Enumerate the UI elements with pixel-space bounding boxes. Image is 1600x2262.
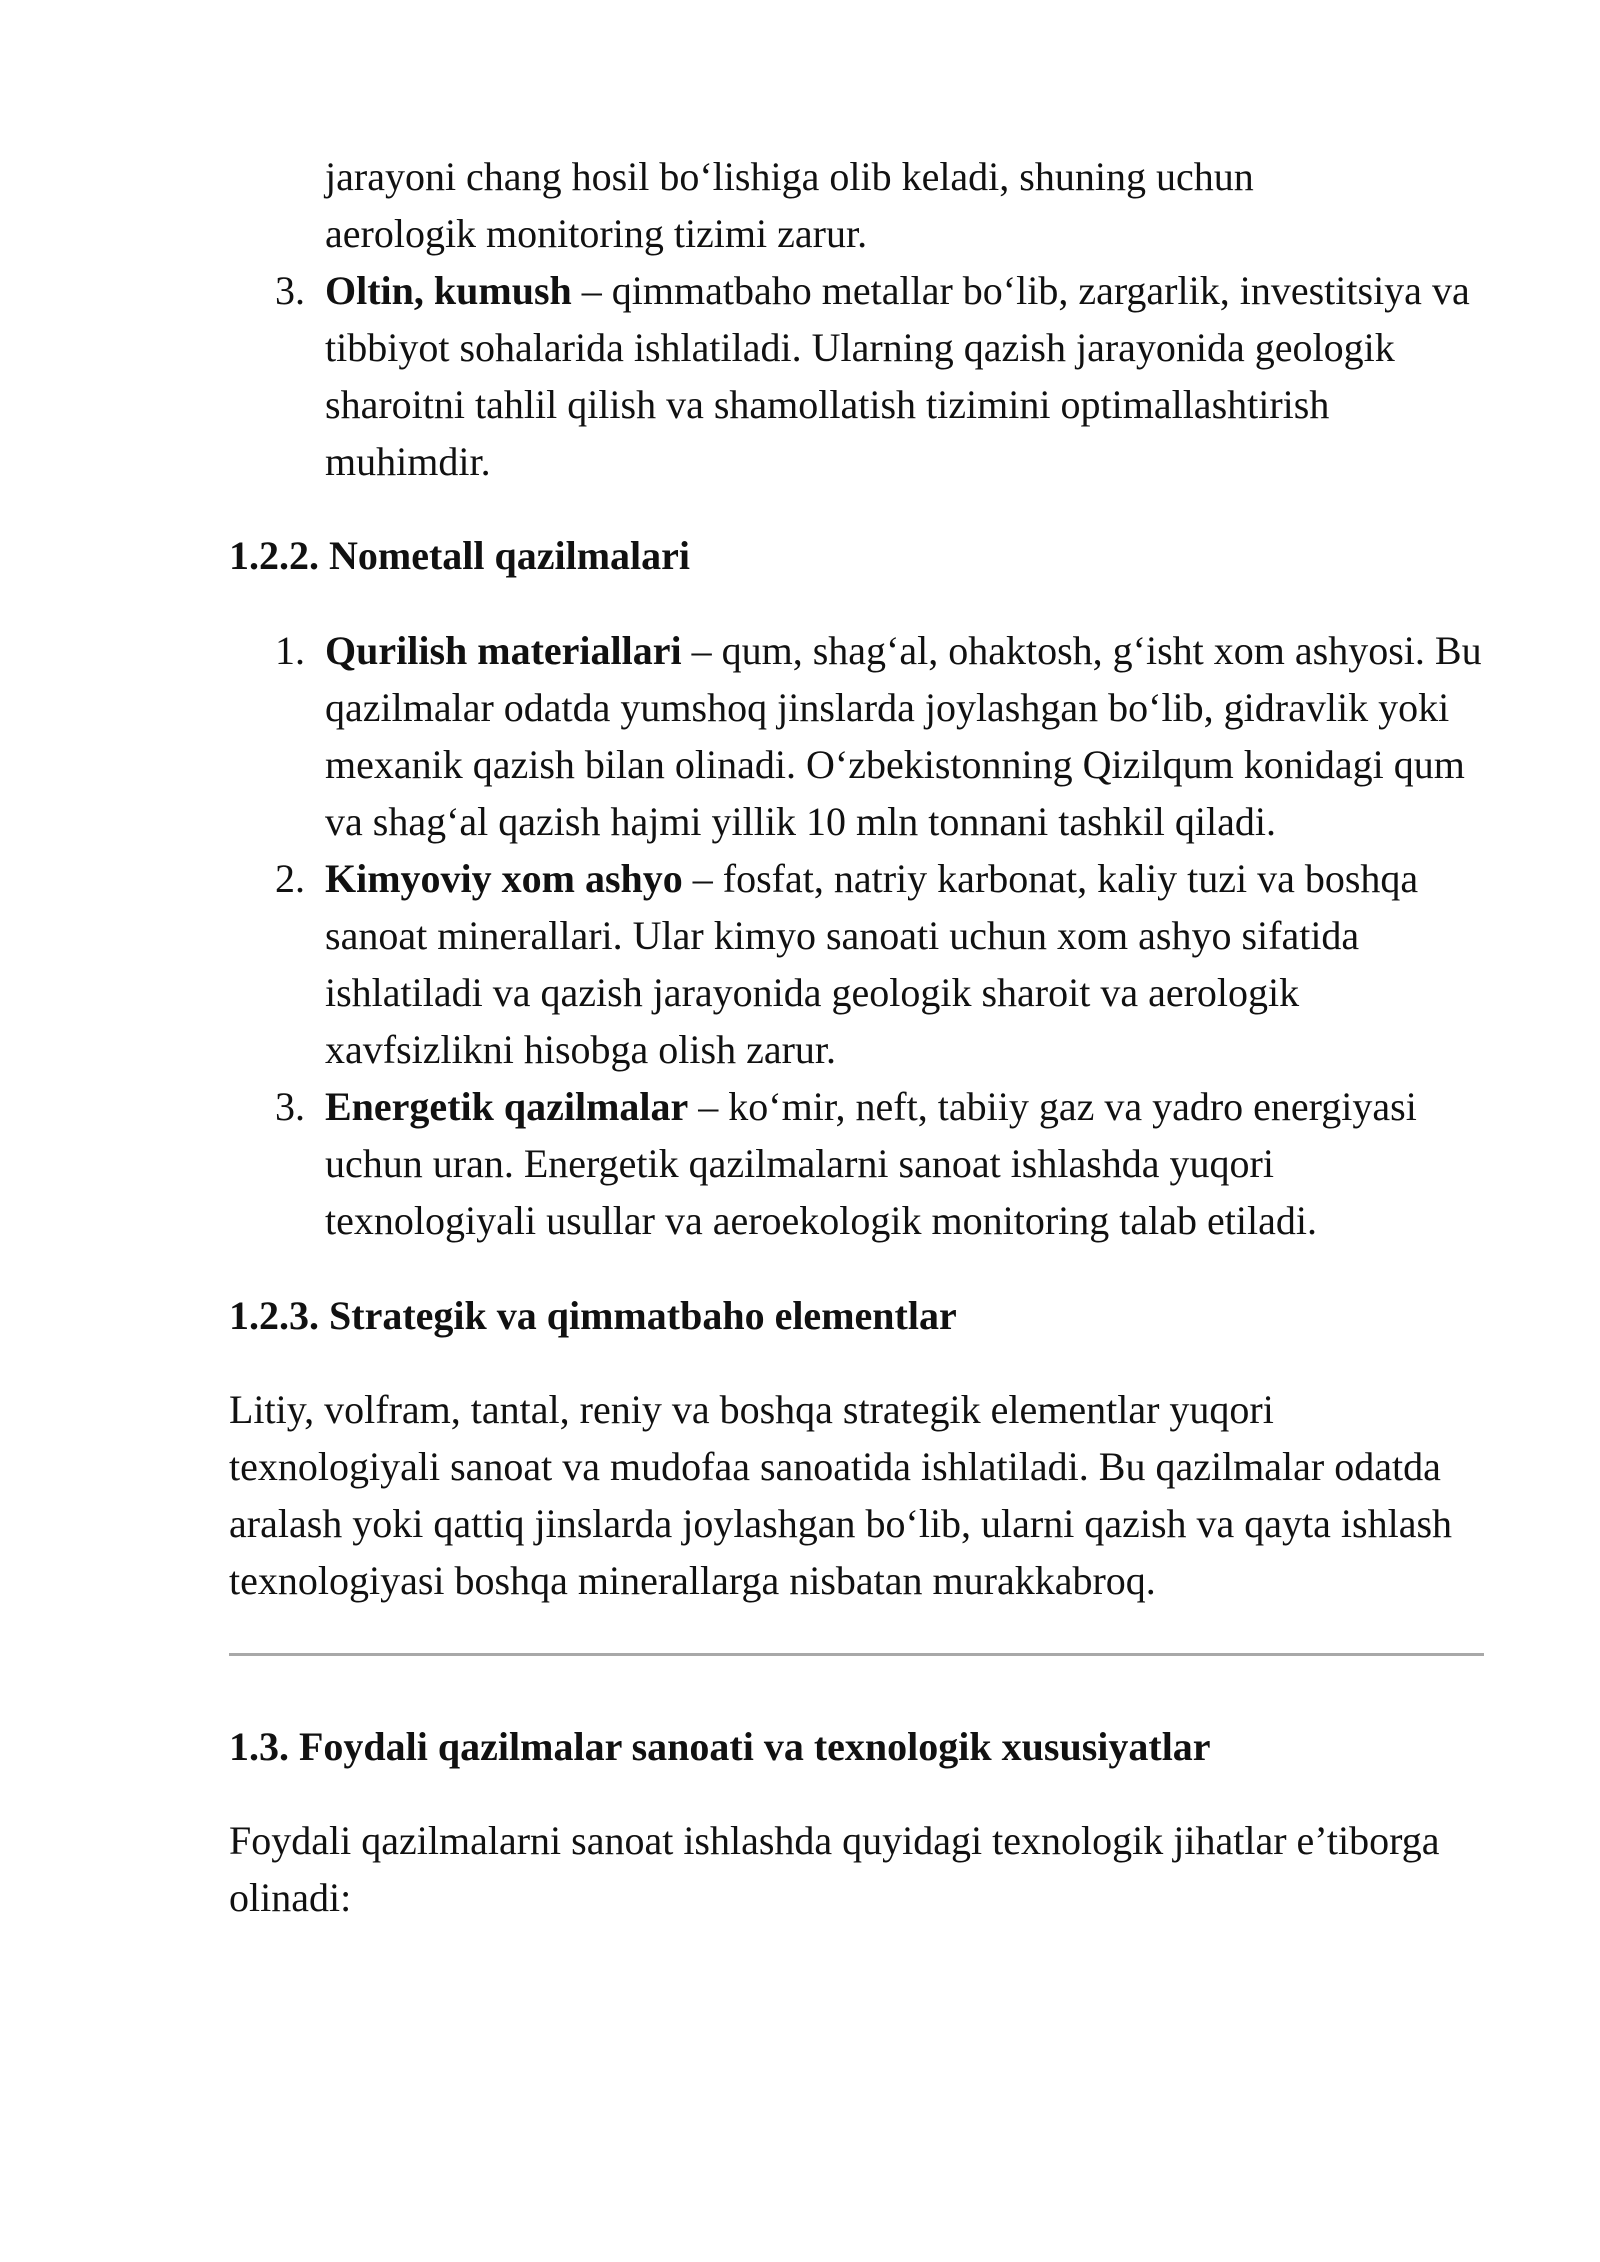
list-item [229,622,1484,850]
section-heading-1-3: 1.3. Foydali qazilmalar sanoati va texnologik xususiyatlar [229,1724,1211,1769]
metals-list [229,262,1484,490]
list-text: – fosfat, natriy karbonat, kaliy tuzi va boshqa sanoat minerallari. Ular kimyo sanoati uchun xom ashyo sifatida ishlatiladi va qazish jarayonida geologik sharoit va aerologik xavfsizlikni hisobga olish zarur. [325,856,1419,1072]
section-divider [229,1653,1484,1656]
nonmetal-list [229,622,1484,1249]
section-heading-1-2-2: 1.2.2. Nometall qazilmalari [229,533,691,578]
list-number: 2. [275,856,305,901]
list-number: 3. [275,1084,305,1129]
list-item [229,1078,1484,1249]
list-item [229,262,1484,490]
list-item [229,850,1484,1078]
document-page [229,148,1484,1926]
strategic-elements-paragraph: Litiy, volfram, tantal, reniy va boshqa strategik elementlar yuqori texnologiyali sanoat va mudofaa sanoatida ishlatiladi. Bu qazilmalar odatda aralash yoki qattiq jinslarda joylashgan bo‘lib, ularni qazish va qayta ishlash texnologiyasi boshqa minerallarga nisbatan murakkabroq. [229,1387,1453,1603]
continued-list-text [325,148,1484,262]
list-term: Kimyoviy xom ashyo [325,856,683,901]
technology-intro-paragraph: Foydali qazilmalarni sanoat ishlashda quyidagi texnologik jihatlar e’tiborga olinadi: [229,1818,1440,1920]
list-term: Oltin, kumush [325,268,572,313]
section-heading-1-2-3: 1.2.3. Strategik va qimmatbaho elementlar [229,1293,957,1338]
list-term: Energetik qazilmalar [325,1084,689,1129]
continued-line-2: aerologik monitoring tizimi zarur. [325,211,868,256]
list-text: – qimmatbaho metallar bo‘lib, zargarlik, investitsiya va tibbiyot sohalarida ishlatiladi. Ularning qazish jarayonida geologik sharoitni tahlil qilish va shamollatish tizimini optimallashtirish muhimdir. [325,268,1470,484]
list-text: – ko‘mir, neft, tabiiy gaz va yadro energiyasi uchun uran. Energetik qazilmalarni sanoat ishlashda yuqori texnologiyali usullar va aeroekologik monitoring talab etiladi. [325,1084,1417,1243]
list-number: 1. [275,628,305,673]
list-text: – qum, shag‘al, ohaktosh, g‘isht xom ashyosi. Bu qazilmalar odatda yumshoq jinslarda joylashgan bo‘lib, gidravlik yoki mexanik qazish bilan olinadi. O‘zbekistonning Qizilqum konidagi qum va shag‘al qazish hajmi yillik 10 mln tonnani tashkil qiladi. [325,628,1482,844]
continued-line-1: jarayoni chang hosil bo‘lishiga olib keladi, shuning uchun [325,154,1254,199]
list-number: 3. [275,268,305,313]
list-term: Qurilish materiallari [325,628,682,673]
